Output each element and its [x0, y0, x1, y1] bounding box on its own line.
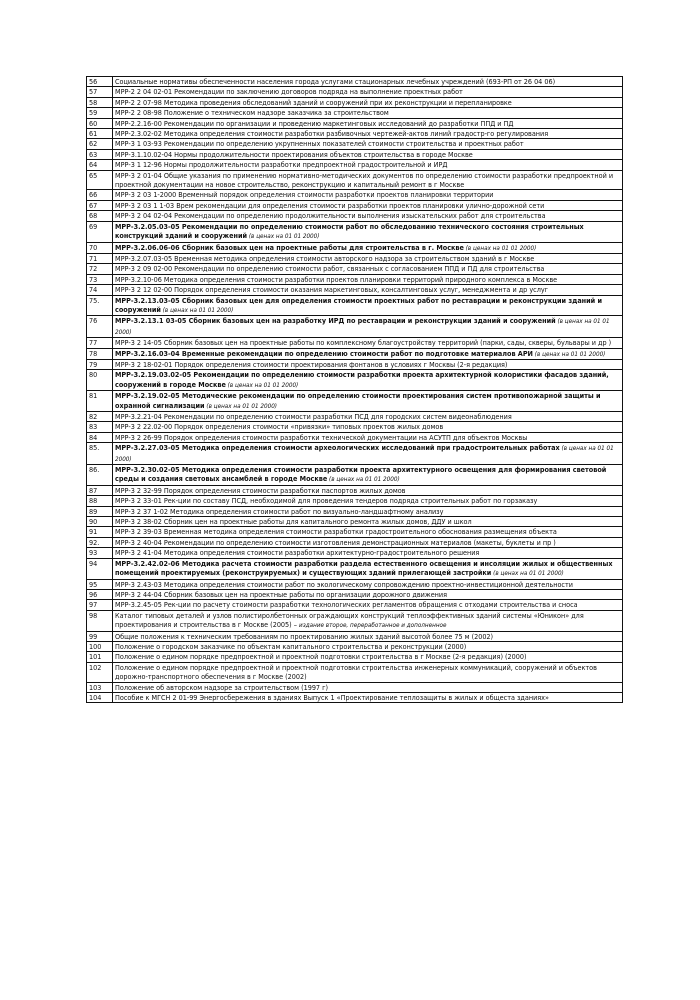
document-title — [113, 77, 623, 87]
row-number: 77 — [87, 338, 113, 348]
row-number: 89 — [87, 506, 113, 516]
title-text: МРР-3 2 03 1 1-03 Врем рекомендации для определения стоимости разработки проектов планировки улично-дорожной сети — [115, 200, 545, 210]
table-row — [87, 682, 623, 692]
table-row — [87, 149, 623, 159]
price-note: (в ценах на 01 01 2000) — [491, 570, 564, 578]
row-number: 61 — [87, 129, 113, 139]
table-row — [87, 221, 623, 242]
table-row — [87, 129, 623, 139]
table-row — [87, 422, 623, 432]
table-row — [87, 190, 623, 200]
table-row — [87, 348, 623, 359]
document-title — [113, 274, 623, 284]
document-title — [113, 190, 623, 200]
row-number: 94 — [87, 558, 113, 579]
table-row — [87, 295, 623, 316]
table-row — [87, 160, 623, 170]
document-title — [113, 443, 623, 465]
row-number: 56 — [87, 77, 113, 87]
document-title — [113, 359, 623, 369]
table-row — [87, 485, 623, 495]
table-row — [87, 558, 623, 579]
title-text: Положение об авторском надзоре за строительством (1997 г) — [115, 682, 329, 692]
document-title — [113, 221, 623, 242]
row-number: 70 — [87, 242, 113, 253]
document-title — [113, 641, 623, 651]
table-row — [87, 662, 623, 682]
table-row — [87, 77, 623, 87]
row-number: 93 — [87, 548, 113, 558]
title-text: МРР-3 2 01-04 Общие указания по применению нормативно-методических документов по определению стоимости разработки предпроектной и проектной документации на новое строительство, реконструкцию и капитальный ремонт в г Москве — [115, 170, 614, 190]
price-note: издание второе, переработанное и дополненное — [299, 622, 447, 630]
title-text: МРР-3.2.13.1 03-05 Сборник базовых цен на разработку ИРД по реставрации и реконструкции зданий и сооружений — [115, 316, 556, 326]
table-row — [87, 589, 623, 599]
table-row — [87, 496, 623, 506]
row-number: 64 — [87, 160, 113, 170]
title-text: МРР-3 2 04 02-04 Рекомендации по определению продолжительности выполнения изыскательских работ для строительства — [115, 211, 546, 221]
price-note: (в ценах на 01 01 2000) — [204, 402, 278, 410]
table-row — [87, 527, 623, 537]
title-text: МРР-3 2 38-02 Сборник цен на проектные работы для капитального ремонта жилых домов, ДДУ и школ — [115, 517, 472, 527]
row-number: 91 — [87, 527, 113, 537]
title-text: МРР-3.2.13.03-05 Сборник базовых цен для определения стоимости проектных работ по реставрации и реконструкции зданий и сооружений — [115, 295, 602, 314]
document-title — [113, 338, 623, 348]
table-row — [87, 170, 623, 190]
document-title — [113, 118, 623, 128]
row-number: 83 — [87, 422, 113, 432]
document-title — [113, 662, 623, 682]
title-text: МРР-3 2 32-99 Порядок определения стоимости разработки паспортов жилых домов — [115, 485, 406, 495]
title-text: МРР-3 2 44-04 Сборник базовых цен на проектные работы по организации дорожного движения — [115, 589, 447, 599]
document-title — [113, 548, 623, 558]
price-note: (в ценах на 01 01 2000) — [327, 476, 400, 484]
standards-table — [86, 76, 623, 703]
document-title — [113, 139, 623, 149]
title-text: МРР-3.2.27.03-05 Методика определения стоимости археологических исследований при градостроительных работах — [115, 443, 560, 453]
title-text: МРР-3.2.05.03-05 Рекомендации по определению стоимости работ по обследованию технического состояния строительных конструкций зданий и сооружений — [115, 221, 584, 241]
title-text: МРР-3 2 12 02-00 Порядок определения стоимости оказания маркетинговых, консалтинговых услуг, менеджмента и др услуг — [115, 285, 549, 295]
document-title — [113, 295, 623, 316]
row-number: 92. — [87, 537, 113, 547]
table-row — [87, 274, 623, 284]
table-row — [87, 548, 623, 558]
title-text: МРР-3 2.43-03 Методика определения стоимости работ по экологическому сопровождению проектно-инвестиционной деятельности — [115, 579, 573, 589]
document-title — [113, 682, 623, 692]
price-note: (в ценах на 01 01 2000) — [247, 233, 320, 241]
price-note: (в ценах на 01 01 2000) — [115, 445, 614, 463]
title-text: МРР-3 2 33-01 Рек-ции по составу ПСД, необходимой для проведения тендеров подряда строительных работ по горзаказу — [115, 496, 538, 506]
document-title — [113, 97, 623, 107]
document-title — [113, 87, 623, 97]
title-text: МРР-3.2.45-05 Рек-ции по расчету стоимости разработки технологических регламентов обращения с отходами строительства и сноса — [115, 600, 578, 610]
table-row — [87, 652, 623, 662]
row-number: 62 — [87, 139, 113, 149]
title-text: МРР-3.2.21-04 Рекомендации по определению стоимости разработки ПСД для городских систем видеонаблюдения — [115, 412, 512, 421]
document-title — [113, 537, 623, 547]
title-text: МРР-2 2 08-98 Положение о техническом надзоре заказчика за строительством — [115, 108, 389, 118]
row-number: 75. — [87, 295, 113, 316]
title-text: Положение о едином порядке предпроектной и проектной подготовки строительства в г Москве (2-я редакция) (2000) — [115, 652, 527, 662]
table-row — [87, 443, 623, 465]
document-title — [113, 370, 623, 391]
row-number: 57 — [87, 87, 113, 97]
title-text: Социальные нормативы обеспеченности населения города услугами стационарных лечебных учреждений (693-РП от 26 04 06) — [115, 77, 556, 86]
title-text: МРР-2.3.02-02 Методика определения стоимости разработки разбивочных чертежей-актов линий градостр-го регулирования — [115, 129, 549, 139]
row-number: 98 — [87, 610, 113, 631]
document-title — [113, 160, 623, 170]
document-title — [113, 465, 623, 486]
document-title — [113, 432, 623, 442]
title-text: МРР-3 2 39-03 Временная методика определения стоимости разработки градостроительного обоснования размещения объекта — [115, 527, 557, 537]
title-text: МРР-3.2.10-06 Методика определения стоимости разработки проектов планировки территорий природного комплекса в Москве — [115, 274, 558, 284]
table-row — [87, 391, 623, 412]
row-number: 88 — [87, 496, 113, 506]
title-text: Положение о городском заказчике по объектам капитального строительства и реконструкции (2000) — [115, 641, 467, 651]
row-number: 72 — [87, 264, 113, 274]
title-text: МРР-3 2 18-02-01 Порядок определения стоимости проектирования фонтанов в условиях г Москвы (2-я редакция) — [115, 359, 508, 369]
document-title — [113, 242, 623, 253]
table-row — [87, 370, 623, 391]
document-title — [113, 253, 623, 263]
row-number: 66 — [87, 190, 113, 200]
document-title — [113, 610, 623, 631]
row-number: 76 — [87, 316, 113, 338]
price-note: (в ценах на 01 01 2000) — [115, 318, 610, 336]
table-row — [87, 412, 623, 422]
document-title — [113, 348, 623, 359]
document-title — [113, 579, 623, 589]
row-number: 103 — [87, 682, 113, 692]
document-title — [113, 264, 623, 274]
title-text: МРР-3.2.42.02-06 Методика расчета стоимости разработки раздела естественного освещения и инсоляции жилых и общественных помещений проектируемых (реконструируемых) и существующих зданий прилегающей застройки — [115, 558, 613, 578]
price-note: (в ценах на 01 01 2000) — [463, 244, 537, 252]
table-row — [87, 432, 623, 442]
title-text: МРР-3 2 41-04 Методика определения стоимости разработки архитектурно-градостроительного решения — [115, 548, 480, 558]
document-title — [113, 170, 623, 190]
document-title — [113, 631, 623, 641]
document-title — [113, 485, 623, 495]
row-number: 104 — [87, 692, 113, 702]
row-number: 90 — [87, 517, 113, 527]
title-text: МРР-3 2 26-99 Порядок определения стоимости разработки технической документации на АСУТП для объектов Москвы — [115, 432, 528, 442]
table-row — [87, 200, 623, 210]
row-number: 60 — [87, 118, 113, 128]
title-text: МРР-3 2 40-04 Рекомендации по определению стоимости изготовления демонстрационных материалов (макеты, буклеты и пр ) — [115, 537, 556, 547]
document-page — [86, 76, 622, 703]
table-row — [87, 579, 623, 589]
document-title — [113, 527, 623, 537]
row-number: 100 — [87, 641, 113, 651]
row-number: 74 — [87, 285, 113, 295]
table-row — [87, 631, 623, 641]
table-row — [87, 97, 623, 107]
title-text: МРР-3.2.19.02-05 Методические рекомендации по определению стоимости проектирования систем противопожарной защиты и охранной сигнализации — [115, 391, 601, 410]
table-row — [87, 465, 623, 486]
table-row — [87, 600, 623, 610]
title-text: МРР-3 2 14-05 Сборник базовых цен на проектные работы по комплексному благоустройству территорий (парки, сады, скверы, бульвары и др ) — [115, 338, 612, 348]
row-number: 99 — [87, 631, 113, 641]
document-title — [113, 558, 623, 579]
row-number: 79 — [87, 359, 113, 369]
row-number: 71 — [87, 253, 113, 263]
row-number: 85. — [87, 443, 113, 465]
document-title — [113, 506, 623, 516]
table-row — [87, 87, 623, 97]
row-number: 58 — [87, 97, 113, 107]
row-number: 95 — [87, 579, 113, 589]
title-text: МРР-3.2.16.03-04 Временные рекомендации по определению стоимости работ по подготовке материалов АРИ — [115, 348, 533, 358]
title-text: МРР-3 1 03-93 Рекомендации по определению укрупненных показателей стоимости строительства и проектных работ — [115, 139, 524, 149]
title-text: МРР-3 2 03 1-2000 Временный порядок определения стоимости разработки проектов планировки территории — [115, 190, 494, 200]
row-number: 81 — [87, 391, 113, 412]
document-title — [113, 285, 623, 295]
row-number: 97 — [87, 600, 113, 610]
row-number: 69 — [87, 221, 113, 242]
document-title — [113, 652, 623, 662]
table-row — [87, 316, 623, 338]
row-number: 68 — [87, 211, 113, 221]
title-text: МРР-3 2 22.02-00 Порядок определения стоимости «привязки» типовых проектов жилых домов — [115, 422, 444, 432]
document-title — [113, 211, 623, 221]
document-title — [113, 129, 623, 139]
row-number: 65 — [87, 170, 113, 190]
table-row — [87, 506, 623, 516]
document-title — [113, 316, 623, 338]
title-text: МРР-2 2 07-98 Методика проведения обследований зданий и сооружений при их реконструкции и перепланировке — [115, 97, 512, 107]
standards-table-body — [87, 77, 623, 703]
title-text: МРР-2 2 04 02-01 Рекомендации по заключению договоров подряда на выполнение проектных работ — [115, 87, 463, 97]
row-number: 63 — [87, 149, 113, 159]
table-row — [87, 264, 623, 274]
row-number: 86. — [87, 465, 113, 486]
document-title — [113, 517, 623, 527]
document-title — [113, 412, 623, 422]
row-number: 78 — [87, 348, 113, 359]
table-row — [87, 211, 623, 221]
table-row — [87, 118, 623, 128]
table-row — [87, 285, 623, 295]
row-number: 80 — [87, 370, 113, 391]
document-title — [113, 200, 623, 210]
table-row — [87, 610, 623, 631]
title-text: МРР-3.2.30.02-05 Методика определения стоимости разработки проекта архитектурного освещения для формирования световой среды и создания световых ансамблей в городе Москве — [115, 465, 607, 484]
title-text: Пособие к МГСН 2 01-99 Энергосбережения в зданиях Выпуск 1 «Проектирование теплозащиты в жилых и общеста зданиях» — [115, 692, 549, 702]
price-note: (в ценах на 01 01 2000) — [160, 306, 234, 314]
document-title — [113, 108, 623, 118]
title-text: МРР-3.2.07.03-05 Временная методика определения стоимости авторского надзора за строительством зданий в г Москве — [115, 253, 535, 263]
document-title — [113, 149, 623, 159]
table-row — [87, 517, 623, 527]
row-number: 102 — [87, 662, 113, 682]
title-text: МРР-3 2 09 02-00 Рекомендации по определению стоимости работ, связанных с согласованием ППД и ПД для строительства — [115, 264, 545, 274]
row-number: 82 — [87, 412, 113, 422]
document-title — [113, 496, 623, 506]
table-row — [87, 692, 623, 702]
title-text: Каталог типовых деталей и узлов полистиролбетонных ограждающих конструкций теплоэффективных зданий системы «Юникон» для проектирования и строительства в г Москве (2005) – — [115, 610, 584, 630]
title-text: МРР-3.2.06.06-06 Сборник базовых цен на проектные работы для строительства в г. Москве — [115, 242, 464, 252]
title-text: Общие положения к техническим требованиям по проектированию жилых зданий высотой более 75 м (2002) — [115, 631, 494, 641]
row-number: 101 — [87, 652, 113, 662]
title-text: МРР-3 1 12-96 Нормы продолжительности разработки предпроектной градостроительной и ИРД — [115, 160, 448, 170]
table-row — [87, 242, 623, 253]
document-title — [113, 422, 623, 432]
table-row — [87, 641, 623, 651]
table-row — [87, 139, 623, 149]
document-title — [113, 391, 623, 412]
price-note: (в ценах на 01 01 2000) — [532, 350, 606, 358]
title-text: МРР-3.1.10.02-04 Нормы продолжительности проектирования объектов строительства в городе Москве — [115, 149, 473, 159]
document-title — [113, 600, 623, 610]
row-number: 84 — [87, 432, 113, 442]
table-row — [87, 537, 623, 547]
row-number: 96 — [87, 589, 113, 599]
table-row — [87, 338, 623, 348]
table-row — [87, 359, 623, 369]
document-title — [113, 589, 623, 599]
row-number: 67 — [87, 200, 113, 210]
row-number: 73 — [87, 274, 113, 284]
price-note: (в ценах на 01 01 2000) — [225, 381, 299, 389]
title-text: МРР-3.2.19.03.02-05 Рекомендации по определению стоимости разработки проекта архитектурной колористики фасадов зданий, сооружений в городе Москве — [115, 370, 609, 389]
title-text: МРР-3 2 37 1-02 Методика определения стоимости работ по визуально-ландшафтному анализу — [115, 506, 444, 516]
table-row — [87, 253, 623, 263]
title-text: Положение о едином порядке предпроектной и проектной подготовки строительства инженерных коммуникаций, сооружений и объектов дорожно-транспортного обеспечения в г Москве (2002) — [115, 662, 597, 682]
row-number: 87 — [87, 485, 113, 495]
document-title — [113, 692, 623, 702]
title-text: МРР-2.2.16-00 Рекомендации по организации и проведению маркетинговых исследований до разработки ППД и ПД — [115, 118, 514, 128]
table-row — [87, 108, 623, 118]
row-number: 59 — [87, 108, 113, 118]
